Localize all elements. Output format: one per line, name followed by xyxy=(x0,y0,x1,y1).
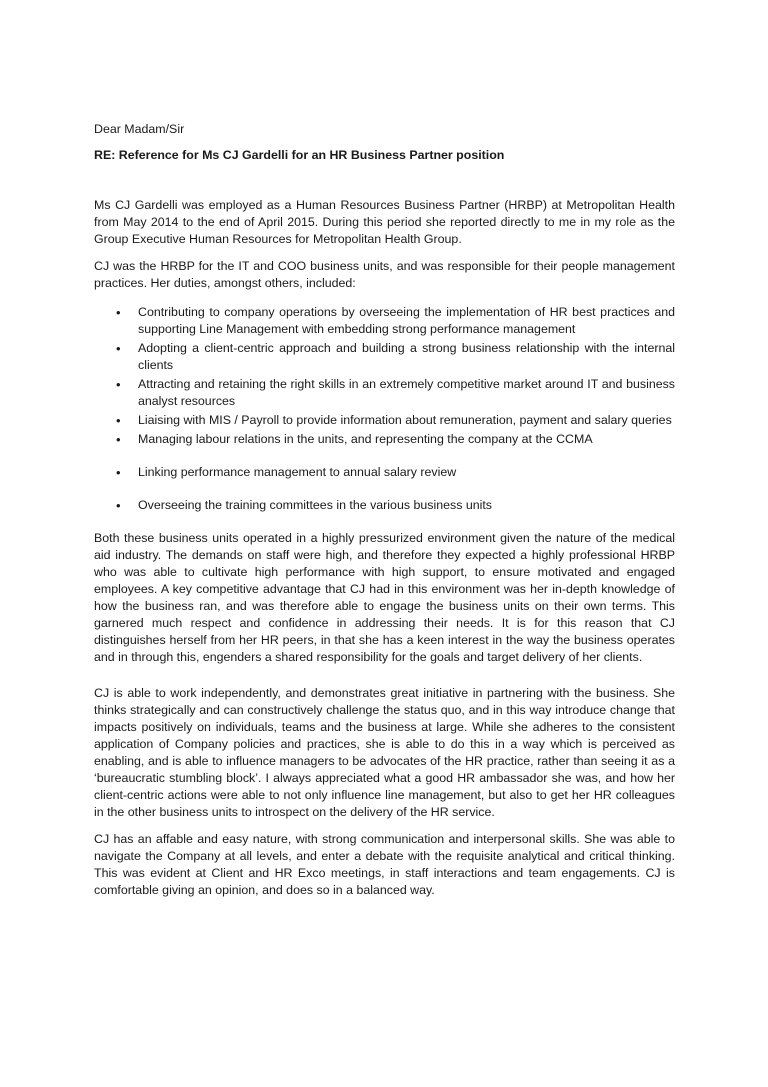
duty-item: • Overseeing the training committees in the various business units xyxy=(138,497,675,514)
letter-page xyxy=(94,121,675,909)
paragraph-employment: Ms CJ Gardelli was employed as a Human Resources Business Partner (HRBP) at Metropolitan Health from May 2014 to the end of April 2015. During this period she reported directly to me in my role as the Group Executive Human Resources for Metropolitan Health Group. xyxy=(94,198,675,246)
duties-list xyxy=(94,304,675,514)
paragraph-business-units: Both these business units operated in a highly pressurized environment given the nature of the medical aid industry. The demands on staff were high, and therefore they expected a highly professional HRBP who was able to cultivate high performance with high support, to ensure motivated and engaged employees. A key competitive advantage that CJ had in this environment was her in-depth knowledge of how the business ran, and was therefore able to engage the business units on their own terms. This garnered much respect and confidence in addressing their needs. It is for this reason that CJ distinguishes herself from her HR peers, in that she has a keen interest in the way the business operates and in through this, engenders a shared responsibility for the goals and target delivery of her clients. xyxy=(94,531,675,664)
duty-item: • Managing labour relations in the units, and representing the company at the CCMA xyxy=(138,431,675,448)
duty-item: • Liaising with MIS / Payroll to provide information about remuneration, payment and salary queries xyxy=(138,412,675,429)
duty-item: • Adopting a client-centric approach and building a strong business relationship with the internal clients xyxy=(138,340,675,374)
duty-item: • Linking performance management to annual salary review xyxy=(138,464,675,481)
greeting: Dear Madam/Sir xyxy=(94,122,185,136)
paragraph-interpersonal: CJ has an affable and easy nature, with strong communication and interpersonal skills. She was able to navigate the Company at all levels, and enter a debate with the requisite analytical and critical thinking. This was evident at Client and HR Exco meetings, in staff interactions and team engagements. CJ is comfortable giving an opinion, and does so in a balanced way. xyxy=(94,832,675,897)
duty-item: • Attracting and retaining the right skills in an extremely competitive market around IT and business analyst resources xyxy=(138,376,675,410)
paragraph-initiative: CJ is able to work independently, and demonstrates great initiative in partnering with the business. She thinks strategically and can constructively challenge the status quo, and in this way introduce change that impacts positively on individuals, teams and the business at large. While she adheres to the consistent application of Company policies and practices, she is able to do this in a way which is perceived as enabling, and is able to influence managers to be advocates of the HR practice, rather than seeing it as a ‘bureaucratic stumbling block’. I always appreciated what a good HR ambassador she was, and how her client-centric actions were able to not only influence line management, but also to get her HR colleagues in the other business units to introspect on the delivery of the HR service. xyxy=(94,686,675,819)
paragraph-duties-intro: CJ was the HRBP for the IT and COO business units, and was responsible for their people management practices. Her duties, amongst others, included: xyxy=(94,259,675,290)
subject-line: RE: Reference for Ms CJ Gardelli for an HR Business Partner position xyxy=(94,148,505,162)
duty-item: • Contributing to company operations by overseeing the implementation of HR best practices and supporting Line Management with embedding strong performance management xyxy=(138,304,675,338)
